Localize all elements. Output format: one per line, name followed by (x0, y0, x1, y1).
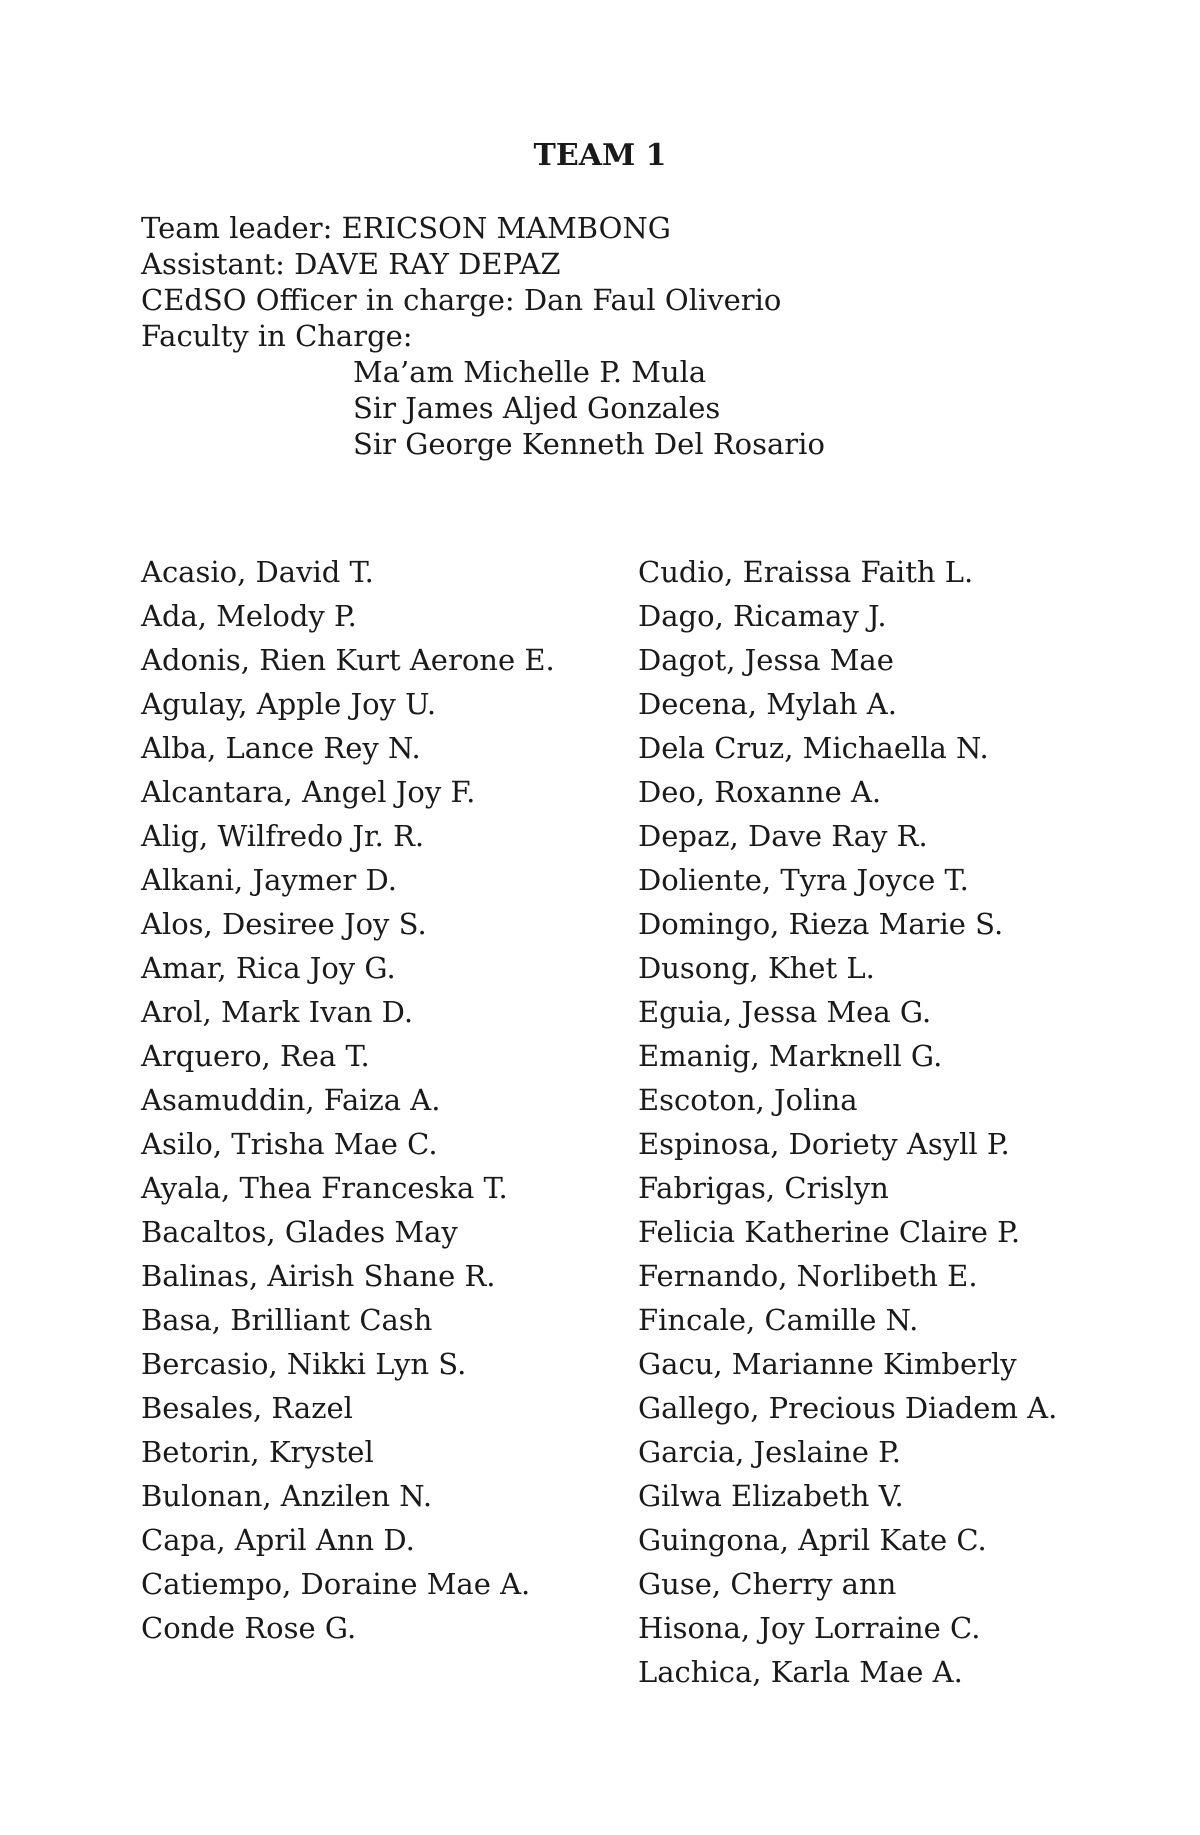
team-info (141, 210, 825, 462)
members-left-column (141, 550, 555, 1650)
member-name: Asamuddin, Faiza A. (141, 1083, 441, 1117)
member-name: Emanig, Marknell G. (638, 1039, 943, 1073)
assistant: Assistant: DAVE RAY DEPAZ (141, 247, 561, 281)
member-name: Conde Rose G. (141, 1611, 357, 1645)
faculty-label: Faculty in Charge: (141, 319, 413, 353)
faculty-list (141, 354, 825, 462)
member-name: Doliente, Tyra Joyce T. (638, 863, 969, 897)
member-name: Fabrigas, Crislyn (638, 1171, 889, 1205)
member-name: Fincale, Camille N. (638, 1303, 919, 1337)
member-name: Dagot, Jessa Mae (638, 643, 894, 677)
member-name: Arol, Mark Ivan D. (141, 995, 414, 1029)
member-name: Adonis, Rien Kurt Aerone E. (141, 643, 555, 677)
member-name: Catiempo, Doraine Mae A. (141, 1567, 531, 1601)
member-name: Besales, Razel (141, 1391, 353, 1425)
member-name: Decena, Mylah A. (638, 687, 897, 721)
member-name: Bulonan, Anzilen N. (141, 1479, 433, 1513)
faculty-member: Sir James Aljed Gonzales (353, 391, 721, 425)
member-name: Bacaltos, Glades May (141, 1215, 458, 1249)
member-name: Dago, Ricamay J. (638, 599, 887, 633)
member-name: Felicia Katherine Claire P. (638, 1215, 1021, 1249)
member-name: Gacu, Marianne Kimberly (638, 1347, 1017, 1381)
member-name: Bercasio, Nikki Lyn S. (141, 1347, 467, 1381)
member-name: Lachica, Karla Mae A. (638, 1655, 963, 1689)
member-name: Acasio, David T. (141, 555, 374, 589)
member-name: Alba, Lance Rey N. (141, 731, 421, 765)
member-name: Guse, Cherry ann (638, 1567, 897, 1601)
member-name: Alcantara, Angel Joy F. (141, 775, 476, 809)
members-right-column (638, 550, 1057, 1694)
member-name: Guingona, April Kate C. (638, 1523, 987, 1557)
team-leader: Team leader: ERICSON MAMBONG (141, 211, 671, 245)
member-name: Cudio, Eraissa Faith L. (638, 555, 974, 589)
member-name: Dela Cruz, Michaella N. (638, 731, 989, 765)
member-name: Escoton, Jolina (638, 1083, 858, 1117)
member-name: Amar, Rica Joy G. (141, 951, 396, 985)
member-name: Alig, Wilfredo Jr. R. (141, 819, 425, 853)
faculty-member: Sir George Kenneth Del Rosario (353, 427, 825, 461)
member-name: Gilwa Elizabeth V. (638, 1479, 904, 1513)
member-name: Eguia, Jessa Mea G. (638, 995, 932, 1029)
faculty-member: Ma’am Michelle P. Mula (353, 355, 707, 389)
member-name: Agulay, Apple Joy U. (141, 687, 437, 721)
member-name: Asilo, Trisha Mae C. (141, 1127, 438, 1161)
member-name: Garcia, Jeslaine P. (638, 1435, 901, 1469)
member-name: Alkani, Jaymer D. (141, 863, 397, 897)
member-name: Fernando, Norlibeth E. (638, 1259, 978, 1293)
member-name: Ada, Melody P. (141, 599, 357, 633)
member-name: Espinosa, Doriety Asyll P. (638, 1127, 1010, 1161)
member-name: Basa, Brilliant Cash (141, 1303, 433, 1337)
member-name: Betorin, Krystel (141, 1435, 374, 1469)
member-name: Ayala, Thea Franceska T. (141, 1171, 508, 1205)
member-name: Gallego, Precious Diadem A. (638, 1391, 1058, 1425)
cedso-officer: CEdSO Officer in charge: Dan Faul Oliverio (141, 283, 782, 317)
member-name: Depaz, Dave Ray R. (638, 819, 928, 853)
member-name: Alos, Desiree Joy S. (141, 907, 427, 941)
member-name: Domingo, Rieza Marie S. (638, 907, 1004, 941)
member-name: Arquero, Rea T. (141, 1039, 370, 1073)
member-name: Hisona, Joy Lorraine C. (638, 1611, 981, 1645)
page-title: TEAM 1 (533, 138, 667, 173)
member-name: Balinas, Airish Shane R. (141, 1259, 496, 1293)
member-name: Capa, April Ann D. (141, 1523, 415, 1557)
member-name: Dusong, Khet L. (638, 951, 875, 985)
member-name: Deo, Roxanne A. (638, 775, 882, 809)
